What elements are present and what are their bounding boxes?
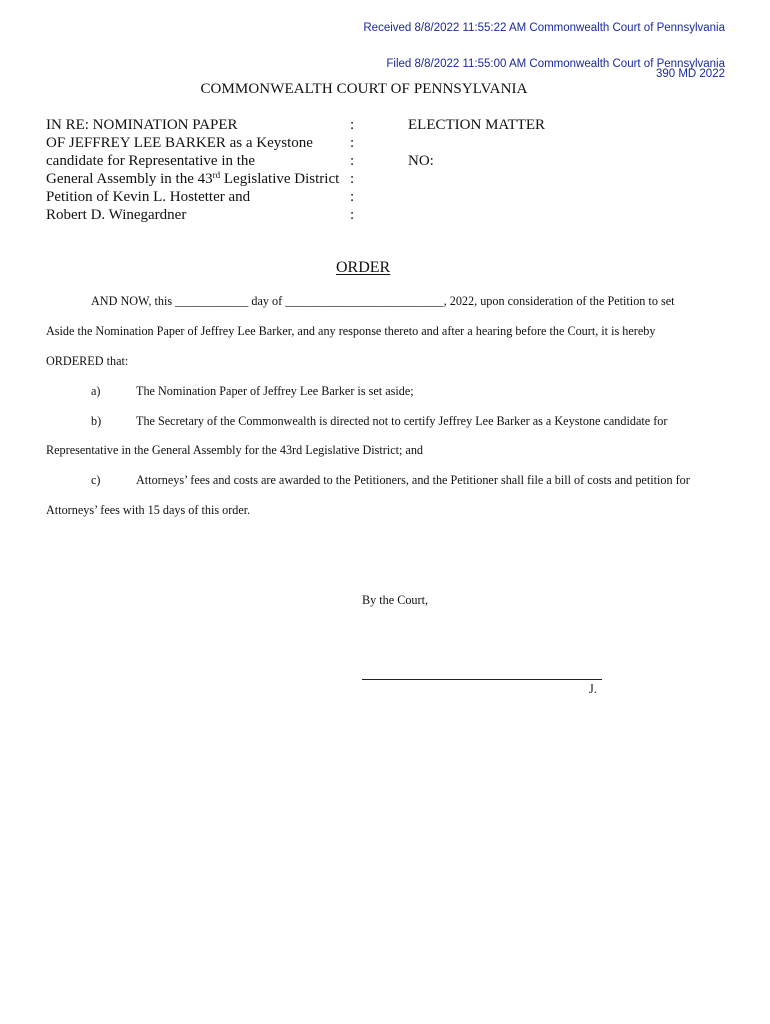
- order-item-continuation: Attorneys’ fees with 15 days of this order.: [46, 503, 251, 517]
- judge-suffix: J.: [589, 682, 597, 696]
- caption-colon: :: [350, 189, 355, 205]
- order-item-continuation: Representative in the General Assembly for the 43rd Legislative District; and: [46, 443, 424, 457]
- docket-number: 390 MD 2022: [655, 68, 725, 80]
- caption-line: [46, 116, 606, 134]
- caption-line: [46, 188, 606, 206]
- filed-stamp: Filed 8/8/2022 11:55:00 AM Commonwealth Court of Pennsylvania: [386, 58, 725, 70]
- caption-party-text: [46, 170, 350, 188]
- caption-colon: :: [350, 207, 355, 223]
- case-number-label: NO:: [408, 153, 434, 169]
- caption-line: [46, 134, 606, 152]
- caption-party-text: IN RE: NOMINATION PAPER: [46, 117, 238, 133]
- ordered-that: ORDERED that:: [46, 354, 129, 368]
- order-item-text: The Secretary of the Commonwealth is directed not to certify Jeffrey Lee Barker as a Keystone candidate for: [136, 414, 668, 428]
- caption-party-text: Petition of Kevin L. Hostetter and: [46, 189, 251, 205]
- order-intro-line: Aside the Nomination Paper of Jeffrey Lee Barker, and any response thereto and after a hearing before the Court, it is hereby: [46, 324, 656, 338]
- caption-colon: :: [350, 135, 355, 151]
- item-label: c): [91, 473, 101, 487]
- case-caption: [46, 116, 606, 224]
- order-intro-line: AND NOW, this ____________ day of __________________________, 2022, upon consideration of the Petition to set: [91, 294, 675, 308]
- caption-colon: :: [350, 153, 355, 169]
- caption-party-text: OF JEFFREY LEE BARKER as a Keystone: [46, 135, 313, 151]
- caption-party-text: Robert D. Winegardner: [46, 207, 187, 223]
- court-title: COMMONWEALTH COURT OF PENNSYLVANIA: [200, 81, 528, 97]
- caption-line: [46, 170, 606, 188]
- signature-line: [362, 679, 602, 680]
- matter-type: ELECTION MATTER: [408, 117, 546, 133]
- order-item-text: The Nomination Paper of Jeffrey Lee Barker is set aside;: [136, 384, 414, 398]
- caption-party-text: candidate for Representative in the: [46, 153, 256, 169]
- caption-text-post: Legislative District: [220, 171, 340, 187]
- item-label: a): [91, 384, 101, 398]
- ordinal-suffix: rd: [212, 170, 221, 180]
- received-stamp: Received 8/8/2022 11:55:22 AM Commonwealth Court of Pennsylvania: [363, 22, 725, 34]
- caption-line: [46, 206, 606, 224]
- item-label: b): [91, 414, 102, 428]
- caption-colon: :: [350, 117, 355, 133]
- caption-line: [46, 152, 606, 170]
- order-item-text: Attorneys’ fees and costs are awarded to the Petitioners, and the Petitioner shall file a bill of costs and petition for: [136, 473, 690, 487]
- caption-colon: :: [350, 171, 355, 187]
- order-heading: ORDER: [336, 259, 391, 276]
- caption-text-pre: General Assembly in the 43: [46, 171, 213, 187]
- by-the-court: By the Court,: [362, 593, 429, 607]
